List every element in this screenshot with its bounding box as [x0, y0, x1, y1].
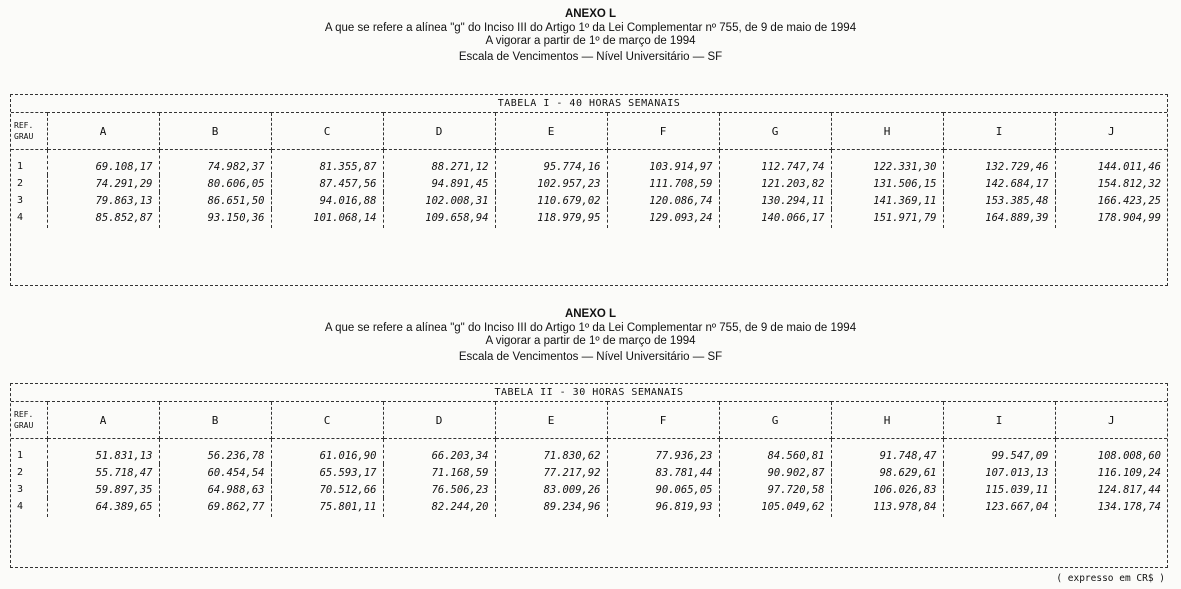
salary-cell: 103.914,97 [607, 150, 719, 175]
salary-cell: 82.244,20 [383, 498, 495, 517]
salary-cell: 75.801,11 [271, 498, 383, 517]
salary-cell: 83.009,26 [495, 481, 607, 498]
salary-cell: 151.971,79 [831, 209, 943, 228]
salary-cell: 140.066,17 [719, 209, 831, 228]
salary-cell: 154.812,32 [1097, 177, 1161, 190]
salary-cell: 55.718,47 [47, 464, 159, 481]
salary-cell: 69.862,77 [159, 498, 271, 517]
salary-cell: 74.291,29 [47, 175, 159, 192]
salary-cell: 81.355,87 [271, 150, 383, 175]
salary-cell: 90.065,05 [607, 481, 719, 498]
salary-cell: 144.011,46 [1097, 160, 1161, 173]
salary-cell: 129.093,24 [607, 209, 719, 228]
salary-cell: 166.423,25 [1097, 194, 1161, 207]
table-row [11, 498, 1167, 517]
salary-cell: 178.904,99 [1097, 211, 1161, 224]
salary-cell: 56.236,78 [159, 439, 271, 464]
salary-cell: 122.331,30 [831, 150, 943, 175]
salary-cell: 98.629,61 [831, 464, 943, 481]
salary-cell: 77.217,92 [495, 464, 607, 481]
salary-table-2 [10, 383, 1168, 568]
column-header: E [495, 402, 607, 439]
salary-cell: 60.454,54 [159, 464, 271, 481]
salary-cell: 108.008,60 [1097, 449, 1161, 462]
annex-title: ANEXO L [564, 8, 617, 20]
salary-table-1 [10, 94, 1168, 286]
salary-cell: 96.819,93 [607, 498, 719, 517]
salary-cell: 86.651,50 [159, 192, 271, 209]
grau-cell: 3 [11, 192, 47, 209]
grau-cell: 2 [11, 175, 47, 192]
salary-cell: 131.506,15 [831, 175, 943, 192]
salary-cell: 77.936,23 [607, 439, 719, 464]
salary-cell: 106.026,83 [831, 481, 943, 498]
column-header: J [1055, 113, 1167, 150]
annex-scale-title: Escala de Vencimentos — Nível Universitário — SF [458, 350, 723, 363]
column-header: C [271, 113, 383, 150]
salary-cell: 109.658,94 [383, 209, 495, 228]
column-header: F [607, 402, 719, 439]
table-row [11, 150, 1167, 175]
column-header: A [47, 113, 159, 150]
salary-cell: 79.863,13 [47, 192, 159, 209]
table-row [11, 464, 1167, 481]
salary-cell: 88.271,12 [383, 150, 495, 175]
grau-label: GRAU [14, 132, 34, 141]
table-row [11, 481, 1167, 498]
column-header: B [159, 402, 271, 439]
salary-cell: 102.008,31 [383, 192, 495, 209]
salary-cell: 112.747,74 [719, 150, 831, 175]
salary-cell: 110.679,02 [495, 192, 607, 209]
annex-scale-title: Escala de Vencimentos — Nível Universitário — SF [458, 50, 723, 63]
column-header: B [159, 113, 271, 150]
salary-cell: 90.902,87 [719, 464, 831, 481]
salary-cell: 130.294,11 [719, 192, 831, 209]
salary-cell: 59.897,35 [47, 481, 159, 498]
grau-cell: 4 [11, 498, 47, 517]
salary-cell: 61.016,90 [271, 439, 383, 464]
annex-effective-date: A vigorar a partir de 1º de março de 1994 [485, 335, 696, 347]
column-header: H [831, 402, 943, 439]
salary-cell: 87.457,56 [271, 175, 383, 192]
salary-cell: 66.203,34 [383, 439, 495, 464]
annex-reference: A que se refere a alínea "g" do Inciso III do Artigo 1º da Lei Complementar nº 755, de 9 de maio de 1994 [324, 321, 857, 334]
salary-cell: 134.178,74 [1097, 500, 1161, 513]
column-header: D [383, 113, 495, 150]
salary-cell: 74.982,37 [159, 150, 271, 175]
grau-cell: 2 [11, 464, 47, 481]
column-header: C [271, 402, 383, 439]
annex-header-2 [0, 308, 1181, 364]
salary-cell: 120.086,74 [607, 192, 719, 209]
column-header: H [831, 113, 943, 150]
salary-cell: 71.168,59 [383, 464, 495, 481]
salary-cell: 85.852,87 [47, 209, 159, 228]
grau-cell: 4 [11, 209, 47, 228]
salary-cell: 83.781,44 [607, 464, 719, 481]
table-caption: TABELA II - 30 HORAS SEMANAIS [11, 384, 1167, 402]
salary-cell: 94.891,45 [383, 175, 495, 192]
annex-reference: A que se refere a alínea "g" do Inciso III do Artigo 1º da Lei Complementar nº 755, de 9 de maio de 1994 [324, 21, 857, 34]
ref-grau-header [11, 402, 47, 439]
salary-cell: 116.109,24 [1097, 466, 1161, 479]
column-header: A [47, 402, 159, 439]
grau-cell: 3 [11, 481, 47, 498]
table-row [11, 209, 1167, 228]
salary-cell: 97.720,58 [719, 481, 831, 498]
table-caption: TABELA I - 40 HORAS SEMANAIS [11, 95, 1167, 113]
salary-cell: 132.729,46 [943, 150, 1055, 175]
salary-cell: 142.684,17 [943, 175, 1055, 192]
salary-cell: 71.830,62 [495, 439, 607, 464]
annex-title: ANEXO L [564, 308, 617, 320]
salary-cell: 105.049,62 [719, 498, 831, 517]
salary-cell: 94.016,88 [271, 192, 383, 209]
annex-effective-date: A vigorar a partir de 1º de março de 1994 [485, 35, 696, 47]
annex-header-1 [0, 8, 1181, 64]
column-header: F [607, 113, 719, 150]
salary-cell: 102.957,23 [495, 175, 607, 192]
grau-cell: 1 [11, 150, 47, 175]
column-header: E [495, 113, 607, 150]
salary-cell: 124.817,44 [1097, 483, 1161, 496]
column-header: G [719, 113, 831, 150]
column-header: I [943, 402, 1055, 439]
salary-cell: 70.512,66 [271, 481, 383, 498]
ref-grau-header [11, 113, 47, 150]
currency-footnote: ( expresso em CR$ ) [1056, 573, 1165, 584]
salary-cell: 107.013,13 [943, 464, 1055, 481]
salary-cell: 69.108,17 [47, 150, 159, 175]
grau-cell: 1 [11, 439, 47, 464]
ref-label: REF. [14, 410, 34, 419]
salary-cell: 64.389,65 [47, 498, 159, 517]
salary-cell: 76.506,23 [383, 481, 495, 498]
ref-label: REF. [14, 121, 34, 130]
salary-cell: 95.774,16 [495, 150, 607, 175]
salary-cell: 115.039,11 [943, 481, 1055, 498]
salary-cell: 111.708,59 [607, 175, 719, 192]
salary-cell: 89.234,96 [495, 498, 607, 517]
salary-cell: 123.667,04 [943, 498, 1055, 517]
column-header: G [719, 402, 831, 439]
column-header: D [383, 402, 495, 439]
salary-cell: 164.889,39 [943, 209, 1055, 228]
salary-cell: 51.831,13 [47, 439, 159, 464]
table-row [11, 175, 1167, 192]
column-header: J [1055, 402, 1167, 439]
salary-cell: 121.203,82 [719, 175, 831, 192]
salary-cell: 65.593,17 [271, 464, 383, 481]
salary-cell: 153.385,48 [943, 192, 1055, 209]
salary-cell: 84.560,81 [719, 439, 831, 464]
salary-cell: 113.978,84 [831, 498, 943, 517]
table-row [11, 192, 1167, 209]
table-row [11, 439, 1167, 464]
salary-cell: 80.606,05 [159, 175, 271, 192]
salary-cell: 91.748,47 [831, 439, 943, 464]
column-header: I [943, 113, 1055, 150]
salary-cell: 64.988,63 [159, 481, 271, 498]
grau-label: GRAU [14, 421, 34, 430]
salary-cell: 118.979,95 [495, 209, 607, 228]
salary-cell: 101.068,14 [271, 209, 383, 228]
salary-cell: 141.369,11 [831, 192, 943, 209]
salary-cell: 99.547,09 [943, 439, 1055, 464]
salary-cell: 93.150,36 [159, 209, 271, 228]
